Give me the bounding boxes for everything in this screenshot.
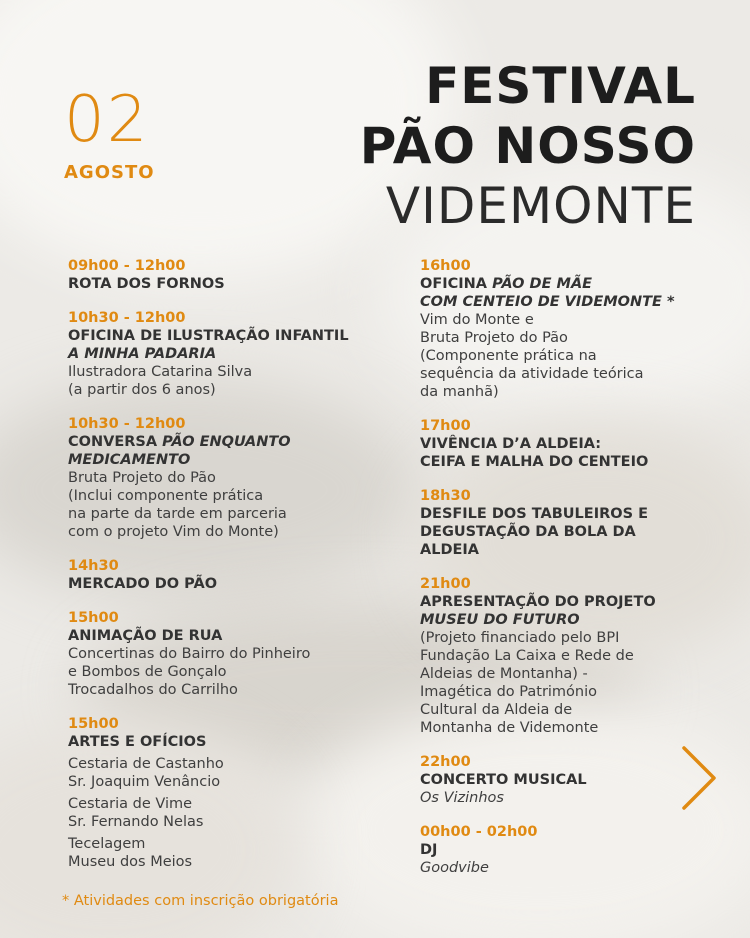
event-item: [420, 823, 700, 877]
festival-title: [360, 56, 696, 236]
schedule-left-column: [68, 257, 388, 887]
event-detail: Ilustradora Catarina Silva: [68, 364, 253, 380]
event-time: 15h00: [68, 716, 119, 732]
title-line-3: VIDEMONTE: [385, 177, 696, 235]
event-detail: Cultural da Aldeia de: [420, 702, 573, 718]
event-item: [68, 257, 388, 293]
title-line-2: PÃO NOSSO: [359, 117, 696, 175]
event-title: CONCERTO MUSICAL: [420, 772, 587, 788]
event-item: [68, 309, 388, 399]
event-detail: Tecelagem: [68, 836, 146, 852]
chevron-right-icon: [676, 742, 720, 814]
event-item: [420, 575, 700, 737]
event-detail: com o projeto Vim do Monte): [68, 524, 279, 540]
event-time: 17h00: [420, 418, 471, 434]
event-title-italic: PÃO DE MÃE: [492, 276, 593, 292]
event-title: CEIFA E MALHA DO CENTEIO: [420, 454, 649, 470]
craft-group: [68, 795, 388, 831]
event-title-prefix: OFICINA: [420, 276, 488, 292]
event-detail: Aldeias de Montanha) -: [420, 666, 588, 682]
event-time: 10h30 - 12h00: [68, 310, 186, 326]
event-title: VIVÊNCIA D’A ALDEIA:: [420, 436, 602, 452]
event-detail: Montanha de Videmonte: [420, 720, 599, 736]
event-item: [420, 487, 700, 559]
event-time: 15h00: [68, 610, 119, 626]
event-time: 14h30: [68, 558, 119, 574]
event-detail: da manhã): [420, 384, 499, 400]
event-title-italic: A MINHA PADARIA: [68, 346, 217, 362]
event-detail: (Inclui componente prática: [68, 488, 264, 504]
event-item: [420, 257, 700, 401]
event-detail: Concertinas do Bairro do Pinheiro: [68, 646, 311, 662]
event-time: 10h30 - 12h00: [68, 416, 186, 432]
event-item: [68, 609, 388, 699]
event-title: ALDEIA: [420, 542, 480, 558]
event-title: DEGUSTAÇÃO DA BOLA DA: [420, 524, 636, 540]
event-performer: Goodvibe: [420, 860, 489, 876]
registration-note: * Atividades com inscrição obrigatória: [62, 893, 339, 909]
event-title: OFICINA DE ILUSTRAÇÃO INFANTIL: [68, 328, 349, 344]
event-detail: e Bombos de Gonçalo: [68, 664, 227, 680]
event-item: [420, 417, 700, 471]
event-title: APRESENTAÇÃO DO PROJETO: [420, 594, 656, 610]
event-detail: Sr. Joaquim Venâncio: [68, 774, 221, 790]
event-title: ARTES E OFÍCIOS: [68, 734, 207, 750]
date-day: 02: [64, 83, 150, 157]
event-time: 22h00: [420, 754, 471, 770]
event-title: DJ: [420, 842, 438, 858]
title-line-1: FESTIVAL: [425, 57, 696, 115]
event-title: ANIMAÇÃO DE RUA: [68, 628, 223, 644]
next-arrow-button[interactable]: [676, 742, 720, 814]
event-time: 16h00: [420, 258, 471, 274]
event-detail: Cestaria de Vime: [68, 796, 193, 812]
event-detail: (a partir dos 6 anos): [68, 382, 216, 398]
event-item: [68, 415, 388, 541]
event-detail: Vim do Monte e: [420, 312, 534, 328]
event-time: 18h30: [420, 488, 471, 504]
event-detail: Trocadalhos do Carrilho: [68, 682, 238, 698]
event-detail: Cestaria de Castanho: [68, 756, 224, 772]
event-item: [68, 715, 388, 871]
event-performer: Os Vizinhos: [420, 790, 504, 806]
event-detail: na parte da tarde em parceria: [68, 506, 287, 522]
craft-group: [68, 755, 388, 791]
event-time: 21h00: [420, 576, 471, 592]
schedule-right-column: [420, 257, 700, 893]
event-title-prefix: CONVERSA: [68, 434, 158, 450]
craft-group: [68, 835, 388, 871]
event-item: [68, 557, 388, 593]
event-title: [68, 433, 388, 451]
event-detail: (Componente prática na: [420, 348, 597, 364]
event-item: [420, 753, 700, 807]
event-detail: Fundação La Caixa e Rede de: [420, 648, 634, 664]
date-month: AGOSTO: [64, 162, 155, 183]
event-title-italic: COM CENTEIO DE VIDEMONTE *: [420, 294, 675, 310]
event-detail: Museu dos Meios: [68, 854, 193, 870]
event-detail: (Projeto financiado pelo BPI: [420, 630, 620, 646]
event-title: [420, 275, 700, 293]
event-title-italic: MEDICAMENTO: [68, 452, 191, 468]
event-time: 00h00 - 02h00: [420, 824, 538, 840]
event-detail: Imagética do Património: [420, 684, 598, 700]
event-title: ROTA DOS FORNOS: [68, 276, 225, 292]
event-title-italic: MUSEU DO FUTURO: [420, 612, 580, 628]
event-title: DESFILE DOS TABULEIROS E: [420, 506, 648, 522]
event-detail: Bruta Projeto do Pão: [420, 330, 568, 346]
event-time: 09h00 - 12h00: [68, 258, 186, 274]
event-title-italic: PÃO ENQUANTO: [162, 434, 291, 450]
event-detail: sequência da atividade teórica: [420, 366, 644, 382]
event-detail: Sr. Fernando Nelas: [68, 814, 204, 830]
event-title: MERCADO DO PÃO: [68, 576, 218, 592]
event-detail: Bruta Projeto do Pão: [68, 470, 216, 486]
